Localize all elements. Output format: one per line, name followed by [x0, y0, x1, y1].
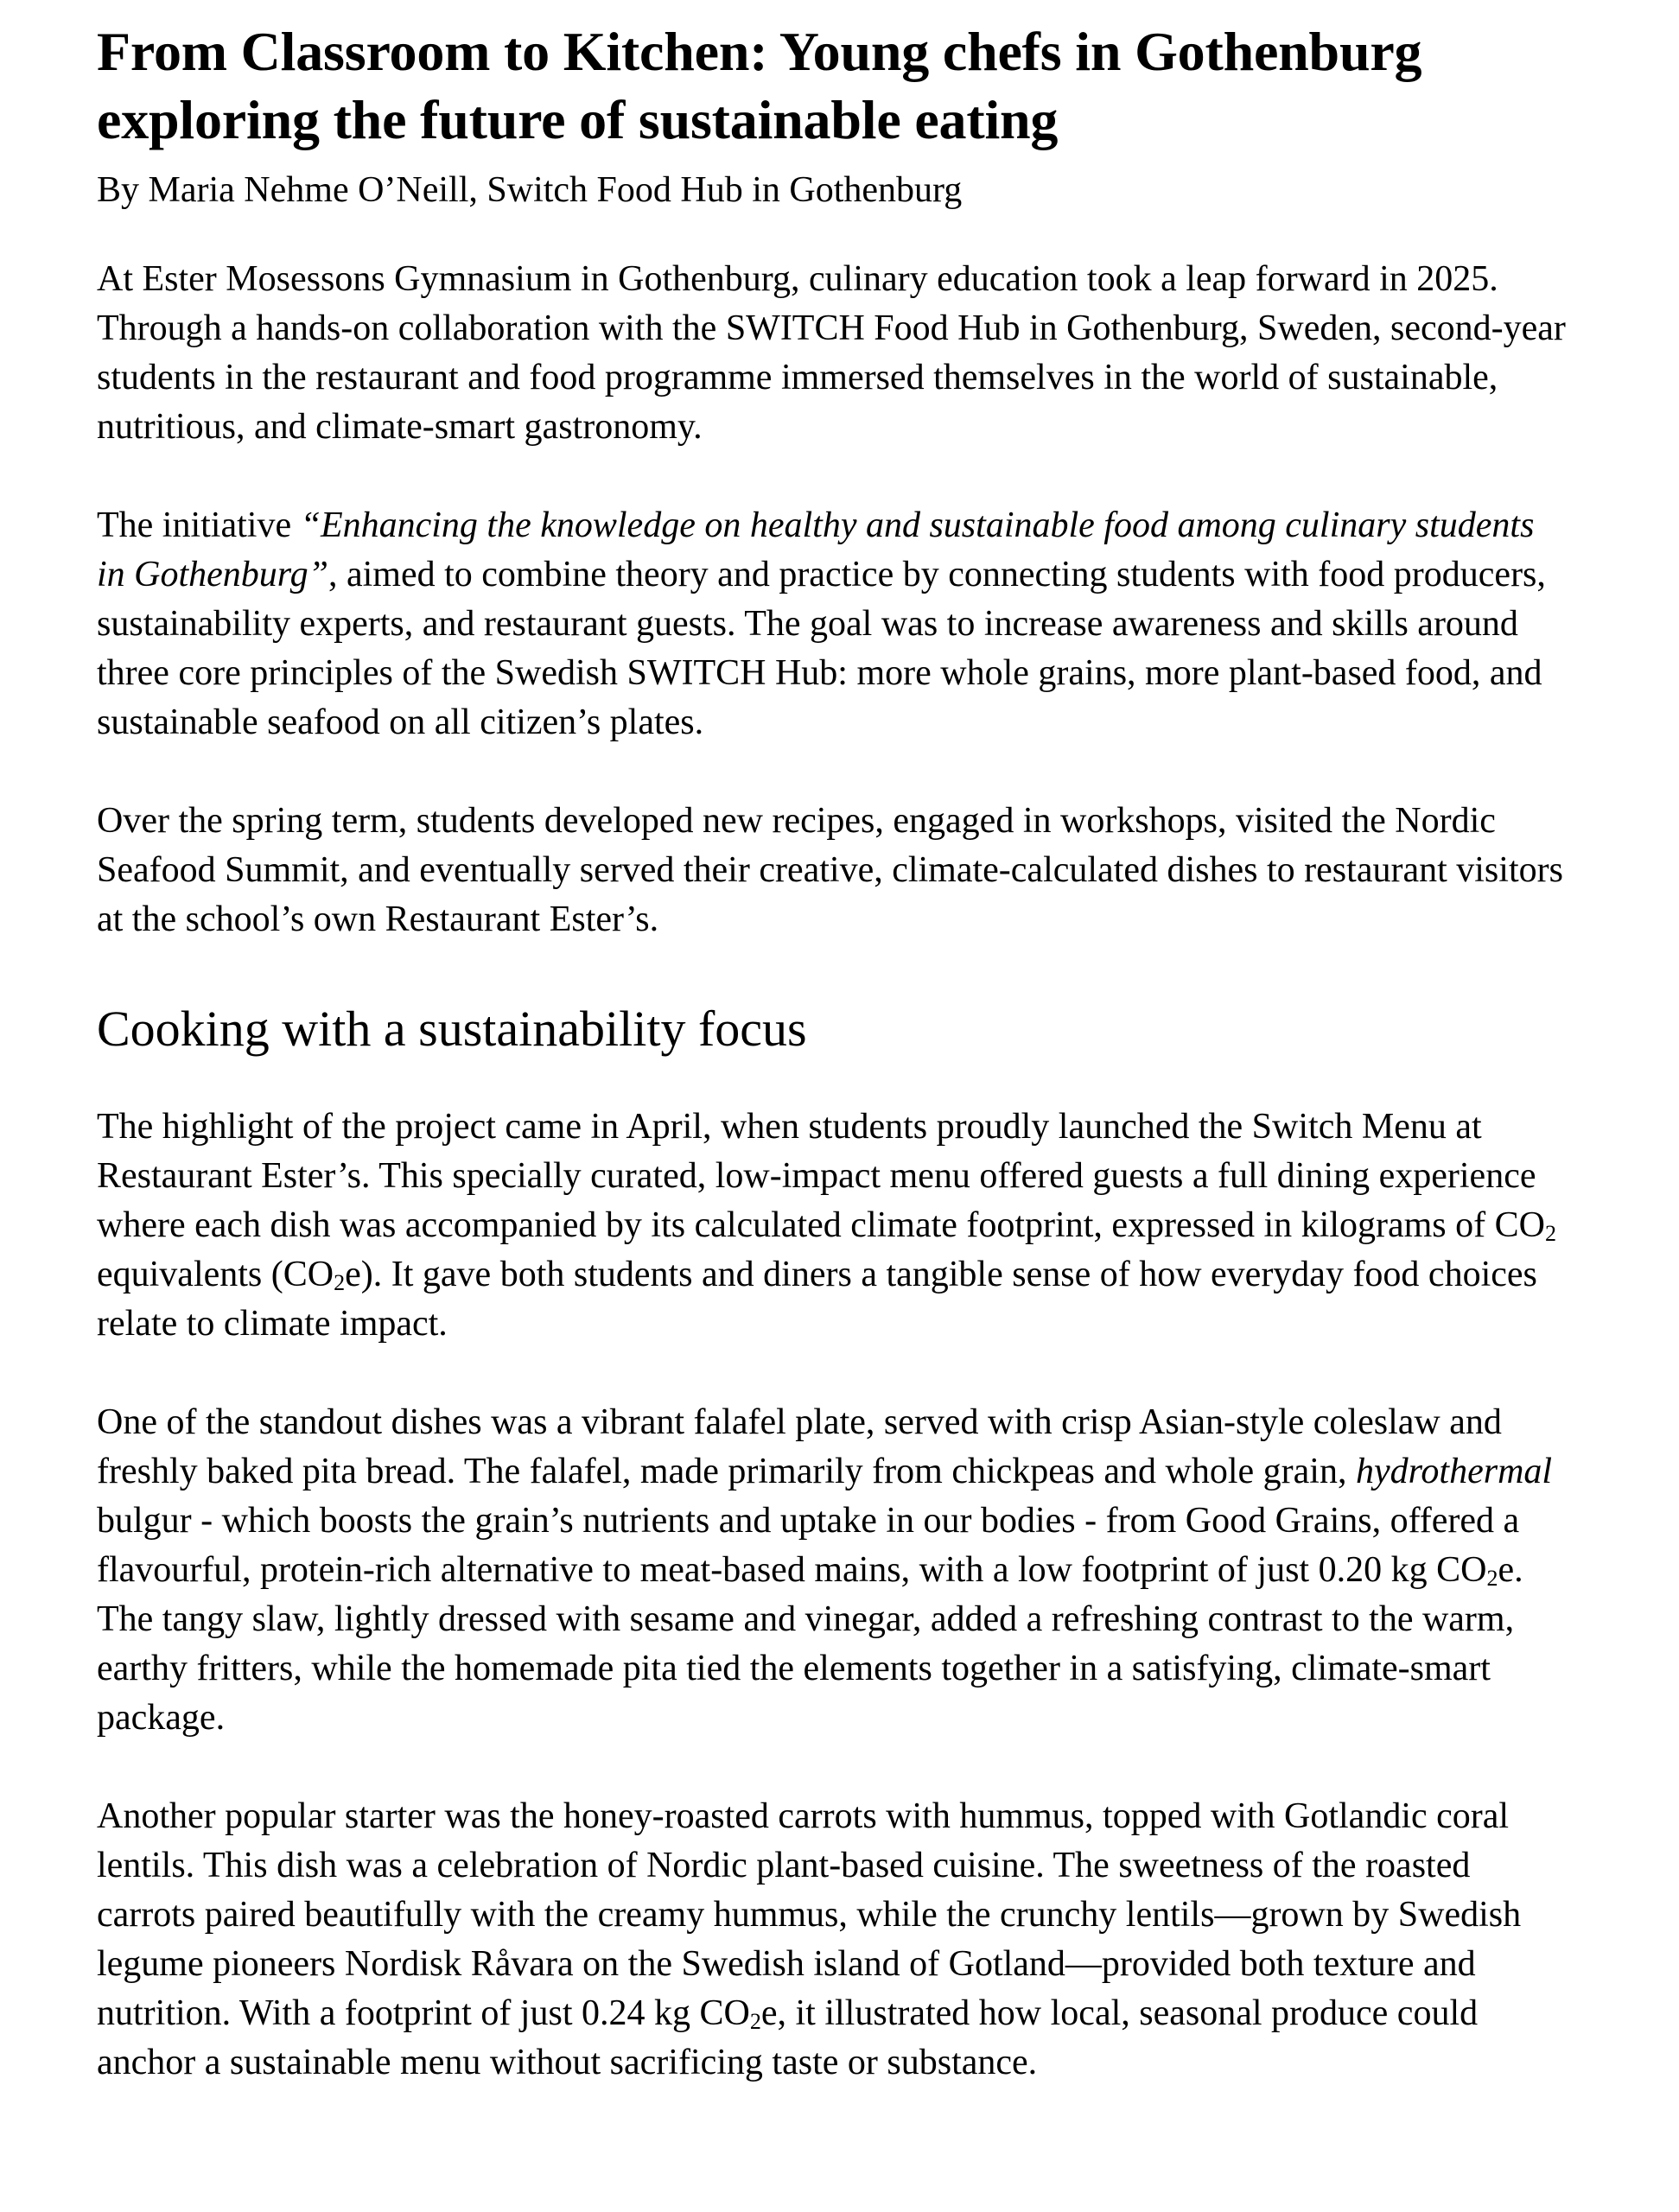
- paragraph: [97, 1103, 1568, 1349]
- text-run: , aimed to combine theory and practice by connecting students with food producers, sustainability experts, and restaurant guests. The goal was to increase awareness and skills around three core principles of the Swedish SWITCH Hub: more whole grains, more plant-based food, and sustainable seafood on all citizen’s plates.: [97, 555, 1546, 742]
- text-run: Another popular starter was the honey-roasted carrots with hummus, topped with Gotlandic coral lentils. This dish was a celebration of Nordic plant-based cuisine. The sweetness of the roasted carrots paired beautifully with the creamy hummus, while the crunchy lentils—grown by Swedish legume pioneers Nordisk Råvara on the Swedish island of Gotland—provided both texture and nutrition. With a footprint of just 0.24 kg CO: [97, 1796, 1522, 2033]
- text-run: bulgur - which boosts the grain’s nutrients and uptake in our bodies - from Good Grains, offered a flavourful, protein-rich alternative to meat-based mains, with a low footprint of just 0.20 kg CO: [97, 1501, 1520, 1590]
- text-run: 2: [1486, 1565, 1498, 1591]
- paragraph: [97, 1398, 1568, 1743]
- paragraph: [97, 797, 1568, 944]
- text-run: e. The tangy slaw, lightly dressed with sesame and vinegar, added a refreshing contrast to the warm, earthy fritters, while the homemade pita tied the elements together in a satisfying, climate-smart package.: [97, 1550, 1523, 1738]
- article-body: [97, 255, 1568, 2088]
- text-run: The highlight of the project came in April, when students proudly launched the Switch Menu at Restaurant Ester’s. This specially curated, low-impact menu offered guests a full dining experience where each dish was accompanied by its calculated climate footprint, expressed in kilograms of CO: [97, 1107, 1545, 1245]
- text-run: hydrothermal: [1355, 1452, 1553, 1491]
- paragraph: [97, 255, 1568, 452]
- article-title: From Classroom to Kitchen: Young chefs in Gothenburg exploring the future of sustainable eating: [97, 21, 1422, 150]
- text-run: 2: [1544, 1220, 1556, 1246]
- text-run: e). It gave both students and diners a tangible sense of how everyday food choices relate to climate impact.: [97, 1255, 1537, 1344]
- text-run: “Enhancing the knowledge on healthy and sustainable food among culinary students in Gothenburg”: [97, 505, 1535, 594]
- text-run: 2: [749, 2008, 761, 2034]
- text-run: The initiative: [97, 505, 301, 545]
- text-run: e, it illustrated how local, seasonal produce could anchor a sustainable menu without sacrificing taste or substance.: [97, 1993, 1479, 2082]
- text-run: equivalents (CO: [97, 1255, 334, 1294]
- section-heading: [97, 994, 1568, 1059]
- article-byline: By Maria Nehme O’Neill, Switch Food Hub in Gothenburg: [97, 170, 963, 210]
- text-run: One of the standout dishes was a vibrant falafel plate, served with crisp Asian-style coleslaw and freshly baked pita bread. The falafel, made primarily from chickpeas and whole grain,: [97, 1402, 1502, 1491]
- text-run: Over the spring term, students developed new recipes, engaged in workshops, visited the Nordic Seafood Summit, and eventually served their creative, climate-calculated dishes to restaurant visitors at the school’s own Restaurant Ester’s.: [97, 801, 1563, 939]
- text-run: Cooking with a sustainability focus: [97, 1001, 807, 1057]
- text-run: At Ester Mosessons Gymnasium in Gothenburg, culinary education took a leap forward in 2025. Through a hands-on collaboration with the SWITCH Food Hub in Gothenburg, Sweden, second-year students in the restaurant and food programme immersed themselves in the world of sustainable, nutritious, and climate-smart gastronomy.: [97, 259, 1566, 447]
- text-run: 2: [334, 1269, 346, 1295]
- paragraph: [97, 1792, 1568, 2088]
- paragraph: [97, 501, 1568, 747]
